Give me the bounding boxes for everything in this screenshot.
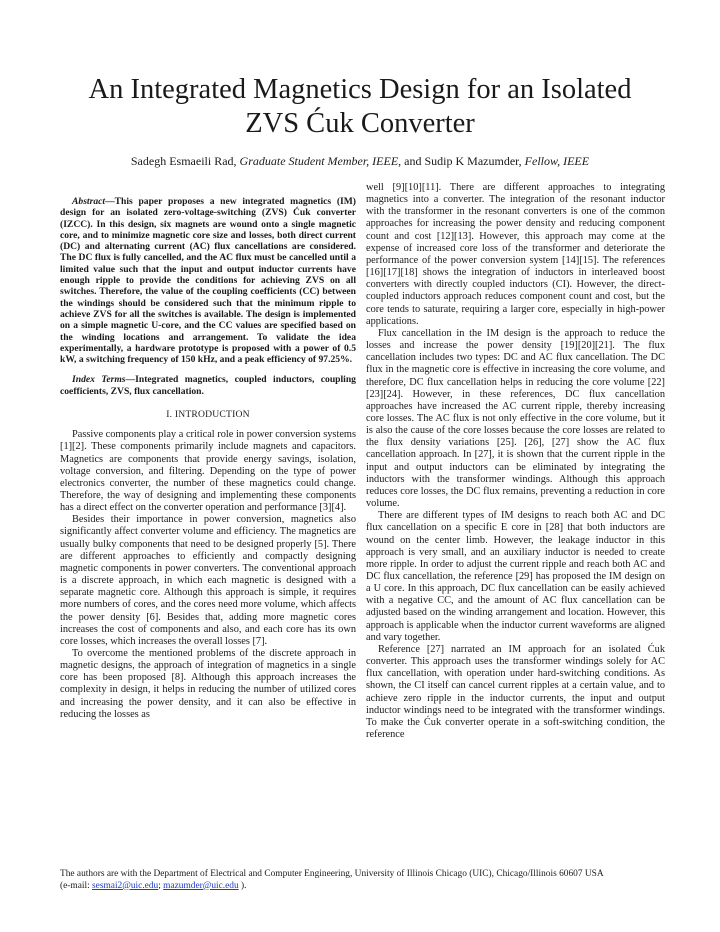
section-heading-introduction: I. INTRODUCTION	[166, 409, 250, 421]
index-terms-lead: Index Terms	[72, 374, 126, 386]
index-terms-text: —Integrated magnetics, coupled inductors, coupling coefficients, ZVS, flux cancellation.	[60, 374, 356, 397]
email-link-2[interactable]: mazumder@uic.edu	[163, 880, 239, 891]
author-1-role: Graduate Student Member, IEEE	[239, 154, 399, 168]
body-paragraph: well [9][10][11]. There are different approaches to integrating magnetics into a converter. The integration of the resonant inductor with the transformer in the resonant converters is one of the common approaches for increasing the power density and reducing component count and cost [12][13]. However, this approach may come at the expense of increased core loss of the transformer and deteriorate the performance of the power conversion system [14][15]. The references [16][17][18] shows the integration of inductors in interleaved boost converters with directly coupled inductors (CI). However, the direct-coupled inductors approach reduces component count and cost, but the core tends to saturate, requiring a larger core, especially in high-power applications.	[366, 182, 665, 327]
left-column	[60, 196, 356, 721]
author-1-name: Sadegh Esmaeili Rad,	[130, 154, 237, 168]
footnote-text: The authors are with the Department of Electrical and Computer Engineering, University of Illinois Chicago (UIC), Chicago/Illinois 60607 USA	[60, 869, 604, 879]
body-paragraph: Flux cancellation in the IM design is the approach to reduce the losses and increase the power density [19][20][21]. The flux cancellation includes two types: DC and AC flux cancellation. The DC flux in the magnetic core is effective in increasing the core volume, and therefore, DC flux cancellation helps in reducing the core volume [22][23][24]. However, in these references, DC flux cancellation approaches have increased the AC current ripple, thereby increasing core losses. The AC flux is not only effective in the core volume, but it is also the cause of the core losses because the core losses are related to the flux density variations [25]. [26], [27] show the AC flux cancellation approach. In [27], it is shown that the current ripple in the input and output inductors can be eliminated by integrating the inductors with the transformer windings. Although this approach reduces core losses, the DC flux remains, preventing a reduction in core volume.	[366, 327, 665, 510]
body-paragraph: Besides their importance in power conversion, magnetics also significantly affect converter volume and efficiency. The magnetics are usually bulky components that need to be designed properly [5]. There are different approaches to efficiently and compactly designing magnetic components in power converters. The conventional approach is a discrete approach, in which each magnetic is designed with a separate magnetic core. Although this approach is simple, it requires more numbers of cores, and the cores need more volume, which affects the power density [6]. Besides that, adding more magnetic cores increases the cost of components and also, and each core has its own core losses, which increases the overall losses [7].	[60, 514, 356, 647]
abstract-lead: Abstract	[72, 196, 106, 207]
author-2-role: Fellow, IEEE	[524, 154, 590, 168]
footnote-emails	[60, 881, 670, 893]
right-column	[366, 182, 665, 741]
email-link-1[interactable]: sesmai2@uic.edu	[92, 880, 159, 891]
title-line-2: ZVS Ćuk Converter	[245, 108, 475, 139]
email-separator: ;	[158, 880, 164, 891]
email-suffix: ).	[238, 880, 247, 891]
title-line-1: An Integrated Magnetics Design for an Isolated	[88, 74, 632, 105]
abstract-text: —This paper proposes a new integrated magnetics (IM) design for an isolated zero-voltage-switching (ZVS) Ćuk converter (IZCC). In this design, six magnets are wound onto a single magnetic core, and to minimize magnetic core size and losses, both direct current (DC) and alternating current (AC) flux cancellations are considered. The DC flux is fully cancelled, and the AC flux must be cancelled until a limited value such that the input and output inductor currents have enough ripple to provide the conditions for achieving ZVS on all switches. Therefore, the value of the coupling coefficients (CC) between the windings should be considered such that the minimum ripple to achieve ZVS for all the switches is available. The design is implemented on a simple magnetic U-core, and the CC values are specified based on the winding locations and arrangement. To validate the idea experimentally, a hardware prototype is proposed with a power of 0.5 kW, a switching frequency of 150 kHz, and a peak efficiency of 97.25%.	[60, 196, 356, 366]
body-paragraph: To overcome the mentioned problems of the discrete approach in magnetic designs, the approach of integration of magnetics in a single core has been proposed [8]. Although this approach increases the complexity in design, it helps in reducing the number of utilized cores and increasing the power density, and it can also be effective in reducing the losses as	[60, 648, 356, 720]
body-paragraph: Passive components play a critical role in power conversion systems [1][2]. These components primarily include magnets and capacitors. Magnetics are components that provide energy savings, isolation, voltage conversion, and filtering. Depending on the type of power electronics converter, the number of these magnetics could change. Therefore, the way of designing and implementing these components has a direct effect on the converter operation and performance [3][4].	[60, 429, 356, 514]
paper-title	[60, 73, 660, 141]
index-terms	[60, 374, 356, 397]
abstract	[60, 196, 356, 365]
author-line	[40, 154, 680, 168]
author-joiner: , and Sudip K Mazumder,	[398, 154, 522, 168]
body-paragraph: There are different types of IM designs to reach both AC and DC flux cancellation on a specific E core in [28] that both inductors are wound on the center limb. However, the leakage inductor in this approach is very small, and an auxiliary inductor is needed to create more ripple. In order to adjust the current ripple and reach both AC and DC flux cancellation, the reference [29] has proposed the IM design on a U core. In this approach, DC flux cancellation can be easily achieved with a negative CC, and the amount of AC flux cancellation can be adjusted based on the winding arrangement and location. However, this approach is applicable when the inductor current waveforms are aligned and vary together.	[366, 510, 665, 643]
affiliation-footnote	[60, 869, 670, 892]
email-prefix: (e-mail:	[60, 880, 93, 891]
body-paragraph: Reference [27] narrated an IM approach for an isolated Ćuk converter. This approach uses the transformer windings solely for AC flux cancellation, with operation under hard-switching conditions. As shown, the CI itself can cancel current ripples at a certain value, and to achieve zero ripple in the inductor currents, the input and output inductor windings need to be integrated with the transformer windings. To make the Ćuk converter operate in a soft-switching condition, the reference	[366, 643, 665, 741]
